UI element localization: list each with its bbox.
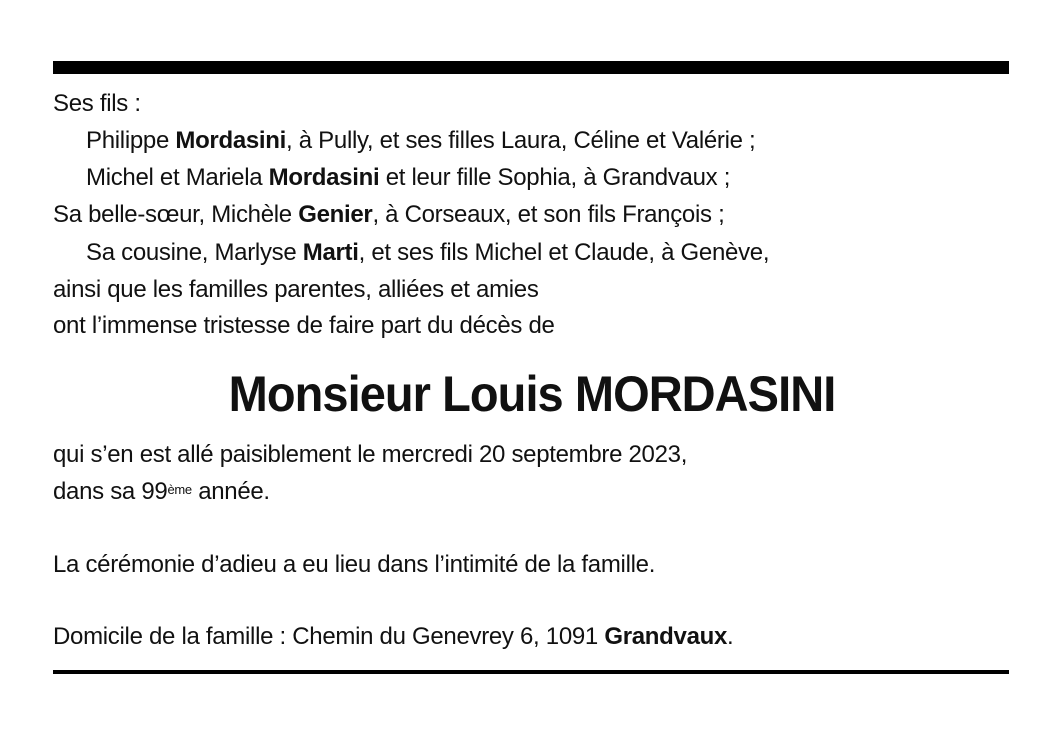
age-superscript: ème: [167, 482, 192, 497]
ceremony-line: [53, 550, 655, 580]
age-line: [53, 477, 270, 507]
son1-rest: , à Pully, et ses filles Laura, Céline et Valérie ;: [286, 127, 756, 154]
son1-surname: Mordasini: [175, 127, 287, 154]
ceremony-text: La cérémonie d’adieu a eu lieu dans l’intimité de la famille.: [53, 551, 656, 578]
sister-in-law-surname: Genier: [298, 201, 373, 228]
son2-rest: et leur fille Sophia, à Grandvaux ;: [379, 164, 731, 191]
domicile-town: Grandvaux: [604, 623, 728, 650]
families-text: ainsi que les familles parentes, alliées et amies: [53, 276, 539, 303]
age-before: dans sa 99: [53, 478, 168, 505]
announcement-text: ont l’immense tristesse de faire part du décès de: [53, 312, 555, 339]
son1-line: [86, 126, 755, 156]
announcement-line: [53, 311, 555, 341]
cousin-surname: Marti: [302, 239, 359, 266]
age-after: année.: [191, 478, 270, 505]
opening-line: [53, 89, 141, 119]
domicile-end: .: [727, 623, 734, 650]
bottom-rule: [53, 670, 1009, 674]
cousin-line: [86, 238, 769, 268]
top-rule: [53, 61, 1009, 74]
death-text: qui s’en est allé paisiblement le mercredi 20 septembre 2023,: [53, 441, 688, 468]
opening-text: Ses fils :: [53, 90, 141, 117]
deceased-name: Monsieur Louis MORDASINI: [228, 366, 836, 422]
sister-in-law-line: [53, 200, 724, 230]
cousin-rest: , et ses fils Michel et Claude, à Genève,: [358, 239, 770, 266]
domicile-line: [53, 622, 733, 652]
families-line: [53, 275, 539, 305]
death-line: [53, 440, 687, 470]
son2-first: Michel et Mariela: [86, 164, 269, 191]
sister-in-law-first: Sa belle-sœur, Michèle: [53, 201, 299, 228]
son1-first: Philippe: [86, 127, 176, 154]
domicile-text: Domicile de la famille : Chemin du Genevrey 6, 1091: [53, 623, 605, 650]
sister-in-law-rest: , à Corseaux, et son fils François ;: [372, 201, 725, 228]
son2-line: [86, 163, 730, 193]
son2-surname: Mordasini: [268, 164, 380, 191]
cousin-first: Sa cousine, Marlyse: [86, 239, 303, 266]
